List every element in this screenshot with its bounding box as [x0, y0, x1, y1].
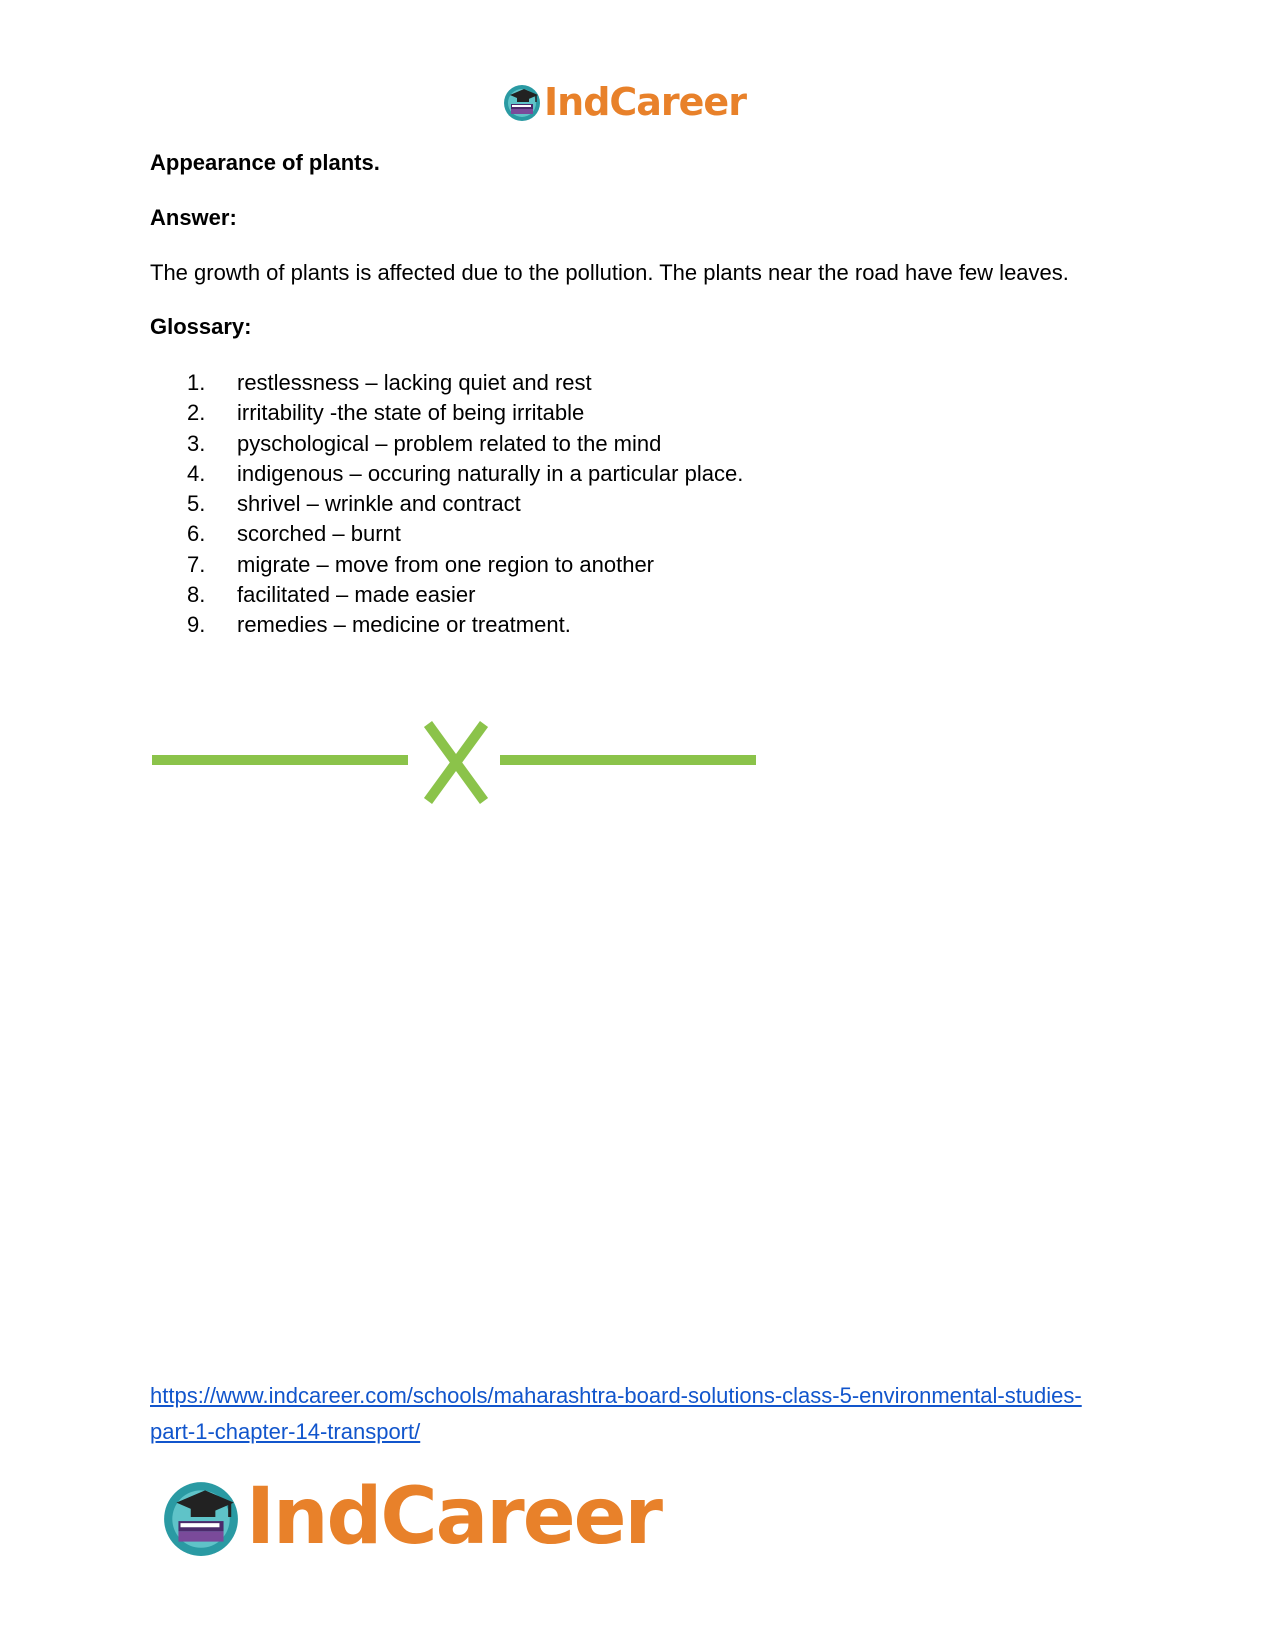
- section-divider: [150, 718, 760, 808]
- indcareer-logo-bottom: [160, 1472, 661, 1562]
- divider-x-mark: [428, 724, 484, 801]
- source-link-line-2[interactable]: part-1-chapter-14-transport/: [150, 1419, 421, 1444]
- graduation-book-icon: [160, 1476, 242, 1558]
- question-title: Appearance of plants.: [150, 150, 380, 175]
- list-item-number: 2.: [187, 400, 206, 426]
- list-item: [150, 610, 743, 640]
- logo-wordmark: IndCareer: [246, 1472, 661, 1562]
- list-item: [150, 580, 743, 610]
- list-item-text: restlessness – lacking quiet and rest: [237, 370, 592, 395]
- answer-text: The growth of plants is affected due to the pollution. The plants near the road have few leaves.: [150, 260, 1069, 285]
- logo-wordmark: IndCareer: [544, 80, 746, 124]
- source-link-block: [150, 1378, 1150, 1450]
- list-item-text: shrivel – wrinkle and contract: [237, 491, 521, 517]
- divider-left-bar: [152, 755, 408, 765]
- list-item: [150, 519, 743, 549]
- list-item-number: 7.: [187, 551, 206, 577]
- list-item: [150, 489, 743, 519]
- divider-right-bar: [500, 755, 756, 765]
- list-item-text: indigenous – occuring naturally in a particular place.: [237, 460, 744, 486]
- list-item: [150, 429, 743, 459]
- list-item-number: 9.: [187, 612, 206, 638]
- graduation-book-icon: [502, 82, 542, 122]
- list-item-text: migrate – move from one region to another: [237, 551, 655, 577]
- indcareer-logo-top: [502, 80, 746, 124]
- list-item-number: 1.: [187, 370, 206, 395]
- list-item: [150, 368, 743, 398]
- list-item-number: 5.: [187, 491, 206, 517]
- list-item-text: facilitated – made easier: [237, 582, 476, 608]
- list-item: [150, 550, 743, 580]
- list-item-number: 4.: [187, 460, 206, 486]
- list-item-text: scorched – burnt: [237, 521, 401, 547]
- answer-label: Answer:: [150, 205, 237, 230]
- glossary-label: Glossary:: [150, 314, 252, 339]
- list-item-text: pyschological – problem related to the mind: [237, 430, 662, 456]
- list-item-text: remedies – medicine or treatment.: [237, 612, 571, 638]
- list-item-number: 8.: [187, 582, 206, 608]
- list-item-text: irritability -the state of being irritable: [237, 400, 585, 426]
- source-link-line-1[interactable]: https://www.indcareer.com/schools/maharashtra-board-solutions-class-5-environmental-studies-: [150, 1383, 1082, 1408]
- glossary-list: [150, 368, 743, 641]
- list-item: [150, 459, 743, 489]
- list-item-number: 6.: [187, 521, 206, 547]
- list-item-number: 3.: [187, 430, 206, 456]
- list-item: [150, 398, 743, 428]
